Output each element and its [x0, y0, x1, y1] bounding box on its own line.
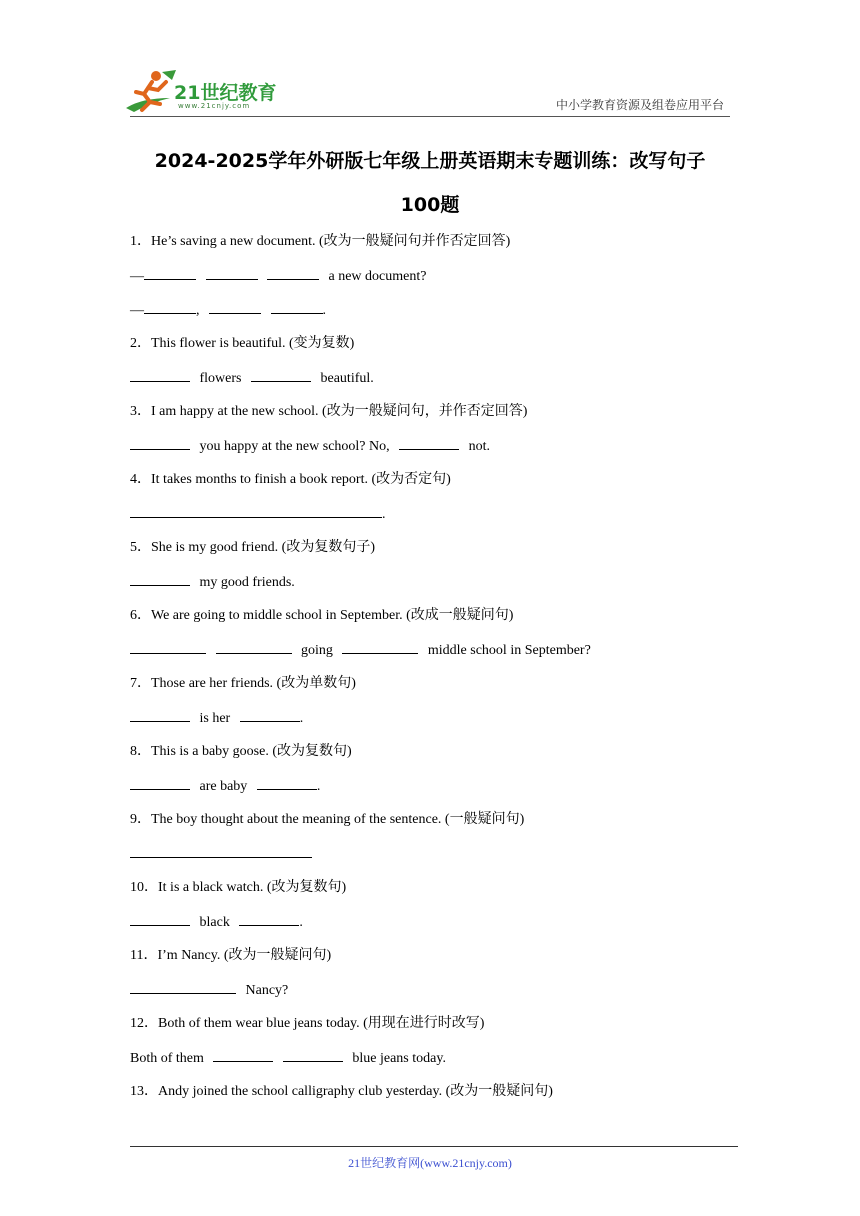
- dash: —: [130, 303, 144, 318]
- question-7: 7．Those are her friends. (改为单数句): [130, 676, 356, 691]
- answer-10: [130, 910, 750, 944]
- answer-1-line2: [130, 298, 750, 332]
- answer-text: black: [199, 915, 230, 930]
- answer-blank[interactable]: [206, 264, 258, 280]
- answer-blank[interactable]: [130, 910, 190, 926]
- answer-blank[interactable]: [130, 842, 312, 858]
- answer-blank[interactable]: [130, 502, 382, 518]
- question-10: 10．It is a black watch. (改为复数句): [130, 880, 347, 895]
- answer-blank[interactable]: [239, 910, 299, 926]
- answer-text: middle school in September?: [427, 643, 591, 658]
- answer-blank[interactable]: [257, 774, 317, 790]
- answer-7: [130, 706, 750, 740]
- question-12: 12．Both of them wear blue jeans today. (用现在进行时改写): [130, 1016, 485, 1031]
- answer-blank[interactable]: [271, 298, 323, 314]
- dash: —: [130, 269, 144, 284]
- answer-text: Nancy?: [245, 983, 289, 998]
- question-5: 5．She is my good friend. (改为复数句子): [130, 540, 375, 555]
- answer-text: my good friends.: [199, 575, 295, 590]
- period: .: [316, 779, 321, 794]
- logo: [122, 68, 292, 118]
- question-11: 11．I’m Nancy. (改为一般疑问句): [130, 948, 332, 963]
- answer-blank[interactable]: [130, 570, 190, 586]
- answer-text: is her: [199, 711, 231, 726]
- answer-text: Both of them: [130, 1051, 204, 1066]
- question-8: 8．This is a baby goose. (改为复数句): [130, 744, 352, 759]
- period: .: [299, 915, 303, 930]
- answer-blank[interactable]: [240, 706, 300, 722]
- answer-blank[interactable]: [144, 264, 196, 280]
- logo-text: 21世纪教育: [174, 82, 277, 104]
- answer-blank[interactable]: [399, 434, 459, 450]
- footer-divider: [130, 1146, 738, 1147]
- page-title-line2: 100题: [400, 194, 460, 216]
- answer-8: [130, 774, 750, 808]
- answer-3: [130, 434, 750, 468]
- question-list: [130, 230, 750, 1114]
- answer-text: a new document?: [328, 269, 427, 284]
- answer-text: beautiful.: [320, 371, 374, 386]
- answer-blank[interactable]: [130, 706, 190, 722]
- question-6: 6．We are going to middle school in September. (改成一般疑问句): [130, 608, 514, 623]
- footer-link[interactable]: 21世纪教育网(www.21cnjy.com): [348, 1156, 512, 1170]
- answer-blank[interactable]: [130, 434, 190, 450]
- page-title-line1: 2024-2025学年外研版七年级上册英语期末专题训练：改写句子: [154, 150, 706, 172]
- question-4: 4．It takes months to finish a book report. (改为否定句): [130, 472, 451, 487]
- answer-blank[interactable]: [130, 978, 236, 994]
- answer-1-line1: [130, 264, 750, 298]
- answer-6: [130, 638, 750, 672]
- header-divider: [130, 116, 730, 117]
- answer-2: [130, 366, 750, 400]
- answer-9: [130, 842, 750, 876]
- answer-text: blue jeans today.: [352, 1051, 446, 1066]
- runner-icon: [122, 68, 182, 118]
- answer-blank[interactable]: [251, 366, 311, 382]
- answer-text: you happy at the new school? No,: [199, 439, 390, 454]
- answer-text: are baby: [199, 779, 248, 794]
- question-9: 9．The boy thought about the meaning of the sentence. (一般疑问句): [130, 812, 525, 827]
- answer-blank[interactable]: [209, 298, 261, 314]
- question-3: 3．I am happy at the new school. (改为一般疑问句，并作否定回答): [130, 404, 528, 419]
- answer-text: not.: [468, 439, 491, 454]
- period: .: [299, 711, 304, 726]
- answer-4: [130, 502, 750, 536]
- answer-blank[interactable]: [267, 264, 319, 280]
- platform-label: 中小学教育资源及组卷应用平台: [555, 98, 724, 112]
- answer-blank[interactable]: [130, 774, 190, 790]
- period: .: [382, 507, 386, 522]
- answer-blank[interactable]: [213, 1046, 273, 1062]
- answer-blank[interactable]: [130, 638, 206, 654]
- question-13: 13．Andy joined the school calligraphy club yesterday. (改为一般疑问句): [130, 1084, 553, 1099]
- answer-11: [130, 978, 750, 1012]
- answer-5: [130, 570, 750, 604]
- question-2: 2．This flower is beautiful. (变为复数): [130, 336, 355, 351]
- answer-blank[interactable]: [130, 366, 190, 382]
- answer-blank[interactable]: [216, 638, 292, 654]
- answer-blank[interactable]: [283, 1046, 343, 1062]
- comma: ,: [196, 303, 200, 318]
- logo-url: www.21cnjy.com: [178, 102, 251, 110]
- answer-blank[interactable]: [144, 298, 196, 314]
- answer-text: flowers: [199, 371, 242, 386]
- answer-12: [130, 1046, 750, 1080]
- period: .: [322, 303, 326, 318]
- question-1: 1．He’s saving a new document. (改为一般疑问句并作否定回答): [130, 234, 511, 249]
- answer-text: going: [301, 643, 333, 658]
- answer-blank[interactable]: [342, 638, 418, 654]
